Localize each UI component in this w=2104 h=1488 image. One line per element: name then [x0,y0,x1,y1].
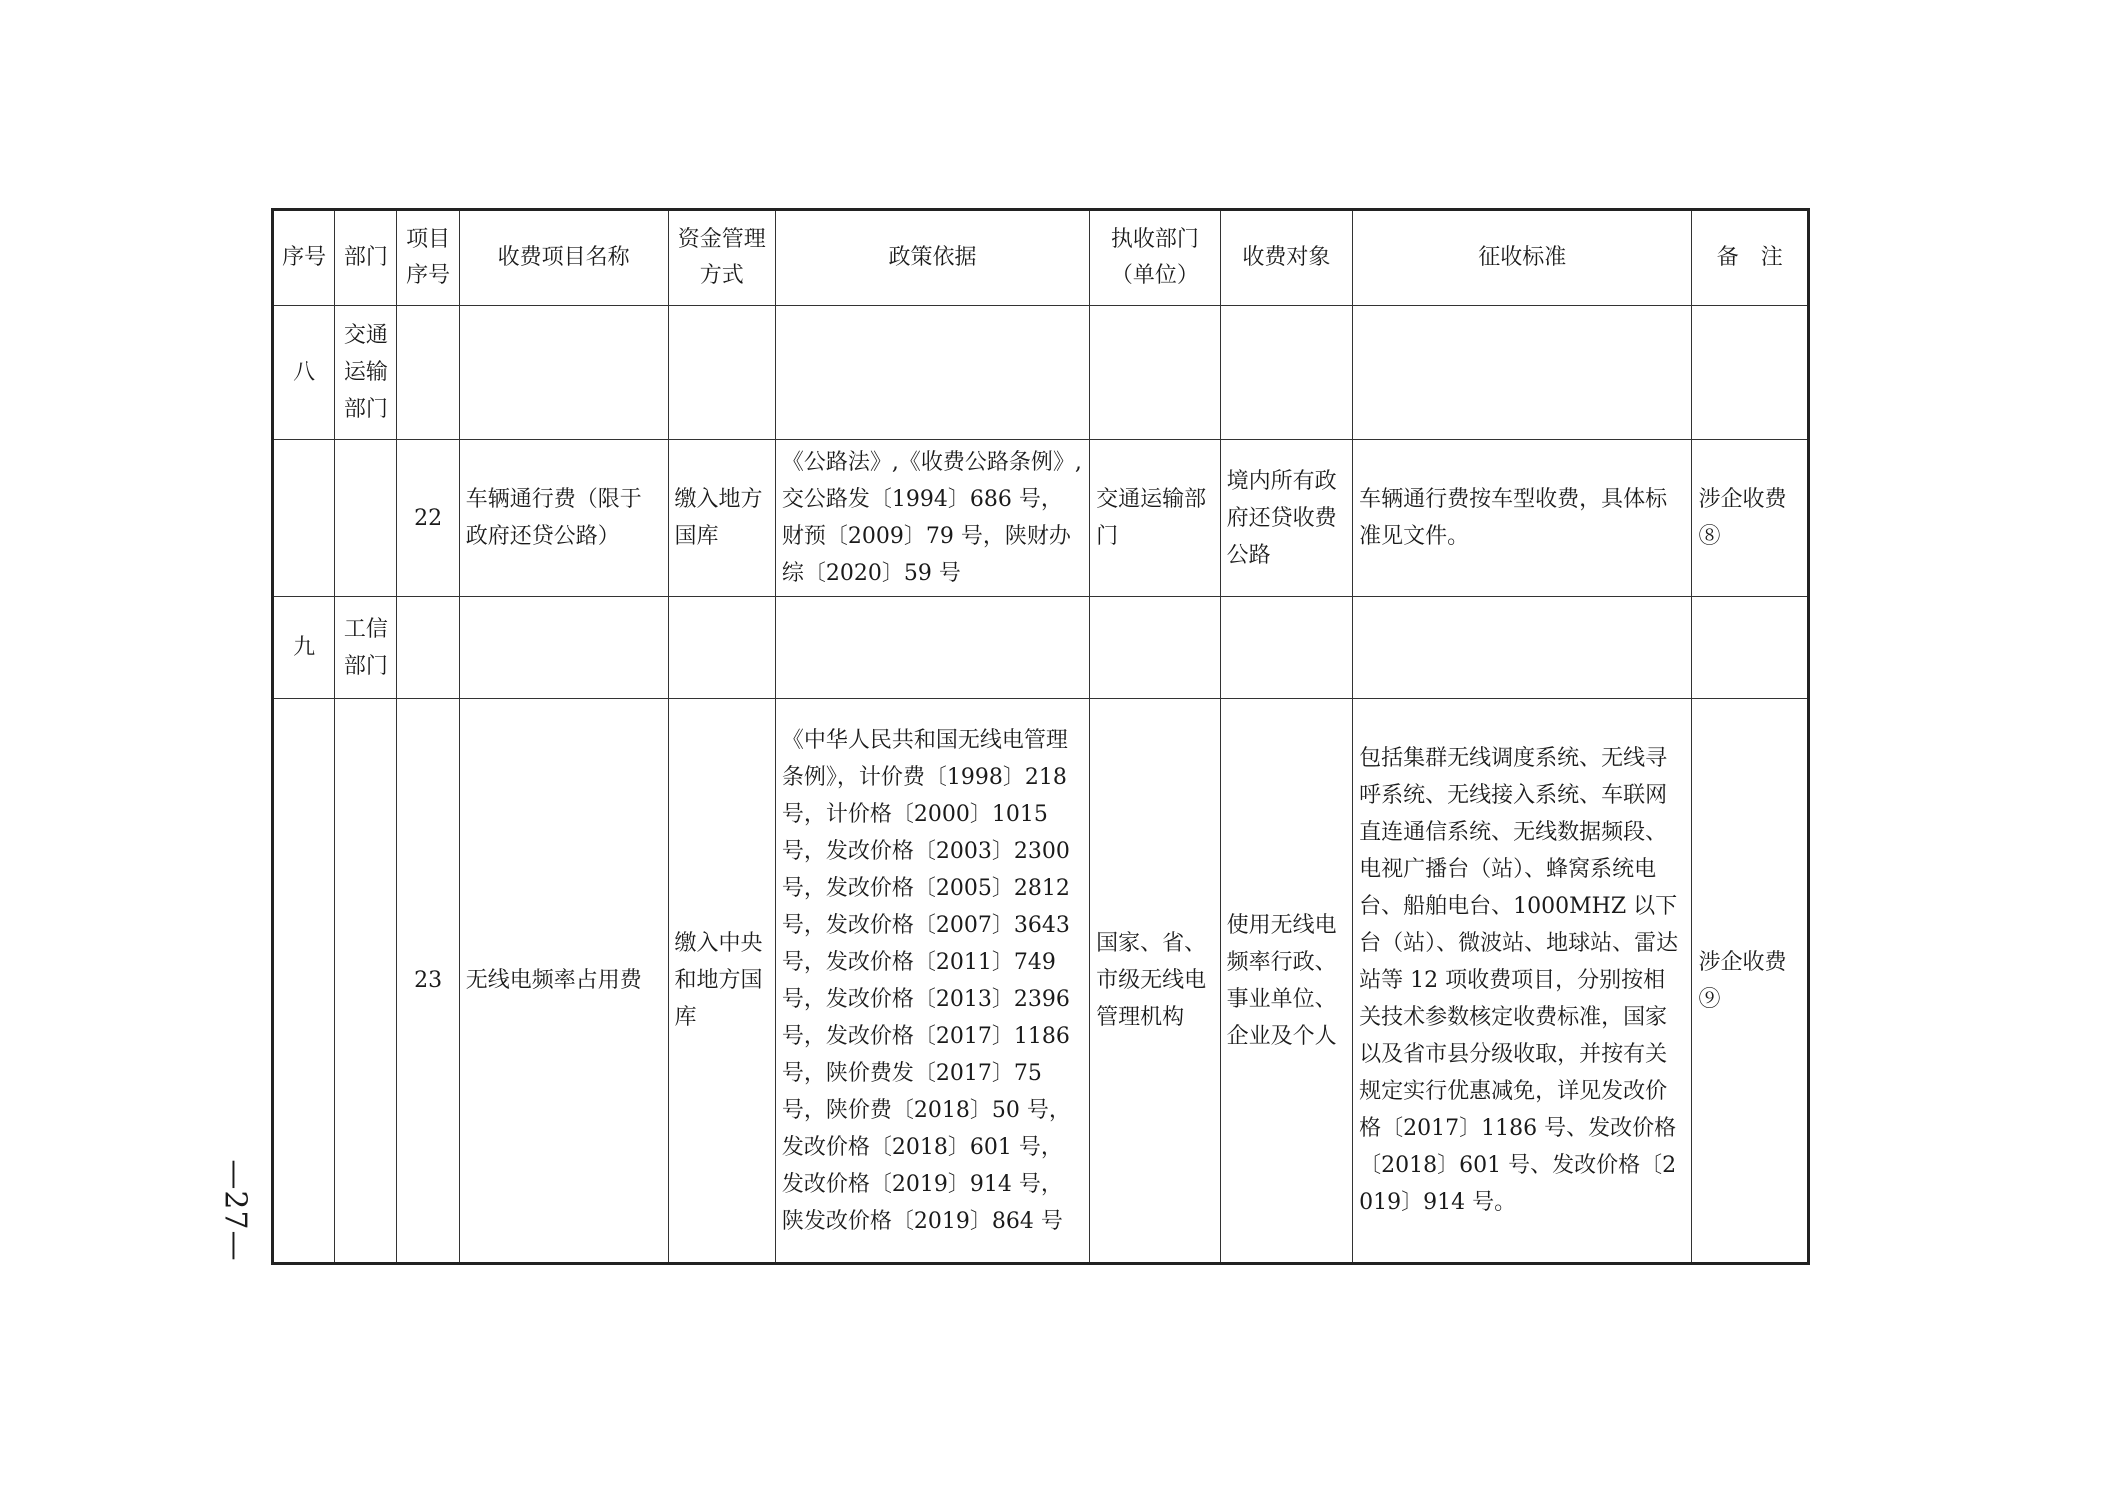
fee-standard: 车辆通行费按车型收费，具体标准见文件。 [1353,440,1692,597]
section-seq: 八 [273,306,335,440]
header-item-no: 项目序号 [397,210,459,306]
fee-name: 无线电频率占用费 [459,699,668,1264]
header-collector: 执收部门（单位） [1090,210,1221,306]
section-dept: 工信部门 [335,597,397,699]
page-number-text: —27— [217,1158,253,1262]
header-remarks: 备 注 [1692,210,1809,306]
header-row [273,210,1809,306]
section-seq: 九 [273,597,335,699]
fund-mgmt: 缴入中央和地方国库 [668,699,775,1264]
fee-target: 境内所有政府还贷收费公路 [1220,440,1353,597]
header-fee-name: 收费项目名称 [459,210,668,306]
remarks: 涉企收费⑨ [1692,699,1809,1264]
header-standard: 征收标准 [1353,210,1692,306]
section-row [273,306,1809,440]
table-row [273,440,1809,597]
header-dept: 部门 [335,210,397,306]
policy-basis: 《中华人民共和国无线电管理条例》，计价费〔1998〕218 号，计价格〔2000〕1015 号，发改价格〔2003〕2300 号，发改价格〔2005〕2812 号，发改价格〔2007〕3643 号，发改价格〔2011〕749 号，发改价格〔2013〕2396 号，发改价格〔2017〕1186 号，陕价费发〔2017〕75 号，陕价费〔2018〕50 号，发改价格〔2018〕601 号，发改价格〔2019〕914 号，陕发改价格〔2019〕864 号 [775,699,1089,1264]
section-dept: 交通运输部门 [335,306,397,440]
header-policy: 政策依据 [775,210,1089,306]
policy-basis: 《公路法》,《收费公路条例》,交公路发〔1994〕686 号，财预〔2009〕79 号，陕财办综〔2020〕59 号 [775,440,1089,597]
fee-name: 车辆通行费（限于政府还贷公路） [459,440,668,597]
item-no: 22 [397,440,459,597]
section-row [273,597,1809,699]
fee-standard: 包括集群无线调度系统、无线寻呼系统、无线接入系统、车联网直连通信系统、无线数据频段、电视广播台（站）、蜂窝系统电台、船舶电台、1000MHZ 以下台（站）、微波站、地球站、雷达站等 12 项收费项目，分别按相关技术参数核定收费标准，国家以及省市县分级收取，并按有关规定实行优惠减免，详见发改价格〔2017〕1186 号、发改价格〔2018〕601 号、发改价格〔2019〕914 号。 [1353,699,1692,1264]
header-target: 收费对象 [1220,210,1353,306]
collector: 交通运输部门 [1090,440,1221,597]
item-no: 23 [397,699,459,1264]
header-fund-mgmt: 资金管理方式 [668,210,775,306]
fee-target: 使用无线电频率行政、事业单位、企业及个人 [1220,699,1353,1264]
page-number [215,1155,255,1265]
header-seq: 序号 [273,210,335,306]
fee-table [271,208,1810,1265]
collector: 国家、省、市级无线电管理机构 [1090,699,1221,1264]
fund-mgmt: 缴入地方国库 [668,440,775,597]
table-row [273,699,1809,1264]
remarks: 涉企收费⑧ [1692,440,1809,597]
